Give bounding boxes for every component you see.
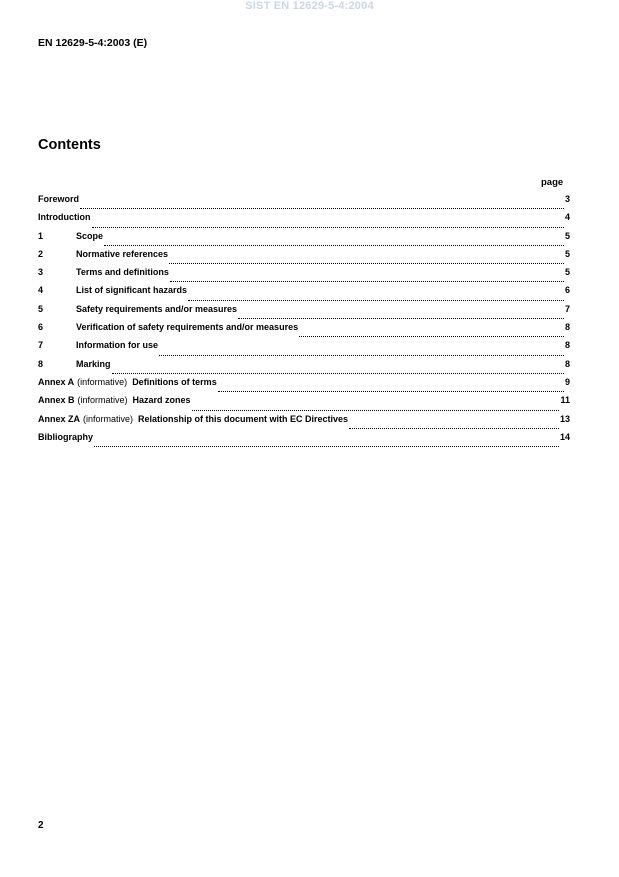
toc-entry[interactable]	[38, 194, 570, 212]
toc-dot-leader	[299, 328, 564, 337]
toc-entry-page: 11	[560, 395, 570, 406]
toc-entry-number: 2	[38, 248, 44, 259]
toc-annex-label: Annex B	[38, 395, 75, 406]
toc-entry[interactable]	[38, 377, 570, 395]
toc-entry[interactable]	[38, 285, 570, 303]
toc-dot-leader	[169, 255, 564, 264]
toc-annex-type: (informative)	[77, 376, 128, 387]
toc-dot-leader	[94, 438, 559, 447]
page-number: 2	[38, 820, 44, 831]
toc-entry-title: Normative references	[76, 248, 169, 259]
toc-entry[interactable]	[38, 395, 570, 413]
toc-entry[interactable]	[38, 249, 570, 267]
toc-dot-leader	[104, 237, 564, 246]
toc-entry-title: Safety requirements and/or measures	[76, 303, 238, 314]
toc-entry-page: 5	[564, 230, 570, 241]
toc-entry[interactable]	[38, 414, 570, 432]
toc-entry-page: 6	[564, 285, 570, 296]
toc-entry[interactable]	[38, 359, 570, 377]
toc-entry[interactable]	[38, 231, 570, 249]
toc-entry-title: Information for use	[76, 340, 159, 351]
toc-entry-number: 6	[38, 322, 44, 333]
toc-entry[interactable]	[38, 340, 570, 358]
toc-entry-number: 1	[38, 230, 44, 241]
toc-entry[interactable]	[38, 267, 570, 285]
toc-entry[interactable]	[38, 304, 570, 322]
toc-entry-title: Scope	[76, 230, 104, 241]
toc-entry-page: 5	[564, 267, 570, 278]
document-id: EN 12629-5-4:2003 (E)	[38, 37, 148, 49]
toc-dot-leader	[170, 273, 564, 282]
toc-entry-title: Foreword	[38, 194, 80, 204]
toc-entry-page: 13	[559, 413, 570, 424]
table-of-contents	[38, 194, 570, 450]
toc-entry-page: 4	[564, 212, 570, 223]
contents-heading: Contents	[38, 137, 101, 153]
toc-dot-leader	[112, 365, 564, 374]
toc-annex-type: (informative)	[83, 413, 134, 424]
toc-annex-type: (informative)	[77, 395, 128, 406]
toc-entry-page: 9	[564, 376, 570, 387]
toc-dot-leader	[92, 219, 564, 228]
toc-entry-title: Hazard zones	[132, 395, 191, 406]
toc-entry-title: List of significant hazards	[76, 285, 188, 296]
toc-annex-label: Annex ZA	[38, 413, 81, 424]
toc-entry-page: 14	[559, 431, 570, 442]
toc-entry-number: 5	[38, 303, 44, 314]
toc-entry-page: 8	[564, 322, 570, 333]
toc-entry[interactable]	[38, 322, 570, 340]
toc-entry-title: Bibliography	[38, 431, 94, 442]
toc-dot-leader	[238, 310, 564, 319]
toc-entry-page: 5	[564, 248, 570, 259]
toc-entry-page: 8	[564, 340, 570, 351]
toc-entry[interactable]	[38, 432, 570, 450]
toc-entry-title: Introduction	[38, 212, 91, 223]
watermark: SIST EN 12629-5-4:2004	[245, 0, 374, 12]
toc-dot-leader	[80, 200, 564, 209]
toc-entry-title: Relationship of this document with EC Directives	[138, 413, 349, 424]
toc-entry-title: Terms and definitions	[76, 267, 169, 278]
toc-entry-number: 3	[38, 267, 44, 278]
toc-annex-label: Annex A	[38, 376, 75, 387]
toc-entry-number: 8	[38, 358, 44, 369]
toc-dot-leader	[218, 383, 564, 392]
toc-entry-title: Verification of safety requirements and/or measures	[76, 322, 299, 333]
page-column-label: page	[541, 177, 564, 188]
toc-dot-leader	[349, 420, 559, 429]
toc-dot-leader	[159, 347, 564, 356]
toc-entry-page: 3	[564, 194, 570, 204]
toc-dot-leader	[192, 402, 560, 411]
toc-entry-number: 7	[38, 340, 44, 351]
toc-dot-leader	[188, 292, 564, 301]
toc-entry-title: Marking	[76, 358, 111, 369]
toc-entry-number: 4	[38, 285, 44, 296]
toc-entry-page: 8	[564, 358, 570, 369]
toc-entry-title: Definitions of terms	[132, 376, 217, 387]
toc-entry-page: 7	[564, 303, 570, 314]
toc-entry[interactable]	[38, 212, 570, 230]
